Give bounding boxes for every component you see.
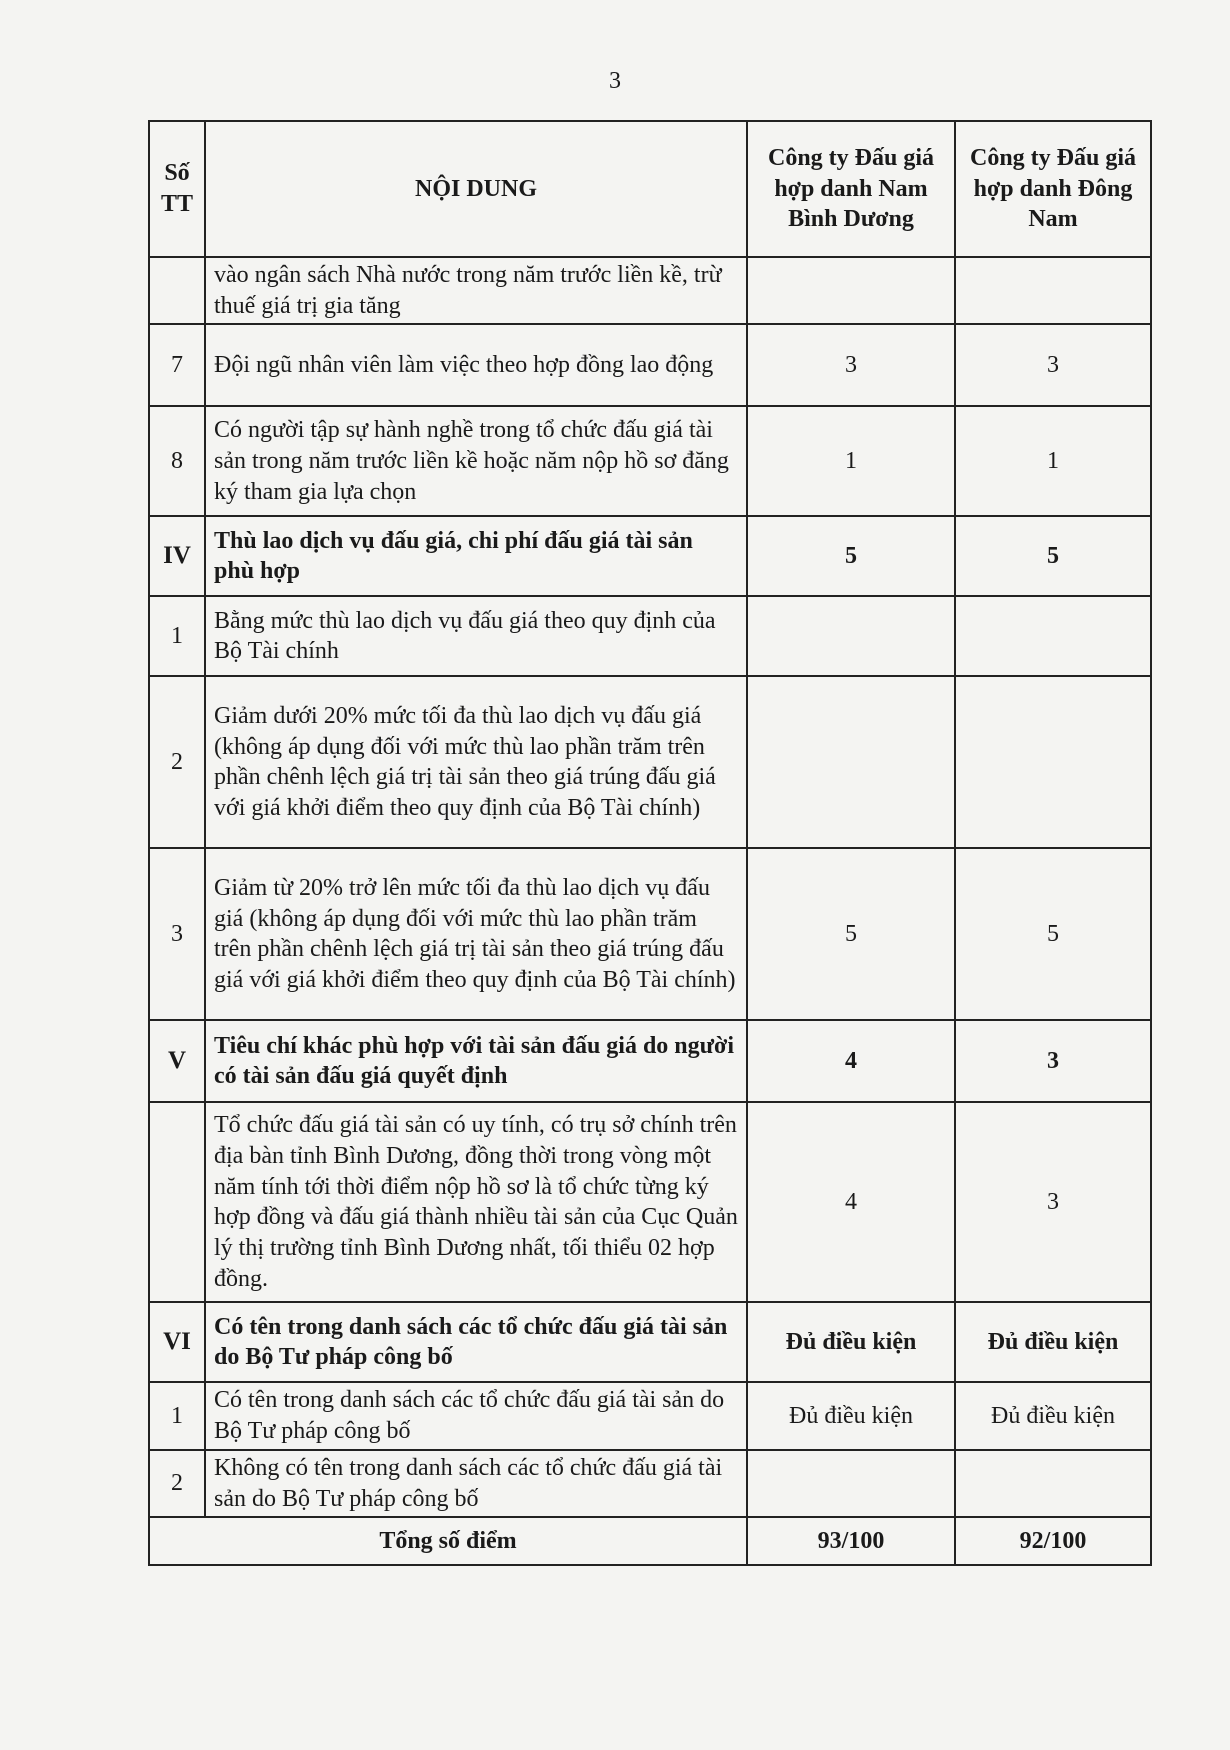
section-company-2-score: 3 (955, 1020, 1151, 1102)
section-row (149, 516, 1151, 596)
row-content: Không có tên trong danh sách các tổ chức đấu giá tài sản do Bộ Tư pháp công bố (205, 1450, 747, 1517)
total-company-1: 93/100 (747, 1517, 955, 1565)
row-content: Đội ngũ nhân viên làm việc theo hợp đồng lao động (205, 324, 747, 406)
row-company-2-score (955, 257, 1151, 324)
table-row (149, 324, 1151, 406)
row-company-1-score: 4 (747, 1102, 955, 1302)
page-number: 3 (609, 68, 621, 94)
row-content: Có người tập sự hành nghề trong tổ chức đấu giá tài sản trong năm trước liền kề hoặc năm nộp hồ sơ đăng ký tham gia lựa chọn (205, 406, 747, 516)
row-content: Giảm từ 20% trở lên mức tối đa thù lao dịch vụ đấu giá (không áp dụng đối với mức thù lao phần trăm trên phần chênh lệch giá trị tài sản theo giá trúng đấu giá với giá khởi điểm theo quy định của Bộ Tài chính) (205, 848, 747, 1020)
row-no: 3 (149, 848, 205, 1020)
row-company-2-score: Đủ điều kiện (955, 1382, 1151, 1449)
header-company-2: Công ty Đấu giá hợp danh Đông Nam (955, 121, 1151, 257)
row-company-2-score (955, 676, 1151, 848)
total-row (149, 1517, 1151, 1565)
row-content: Bằng mức thù lao dịch vụ đấu giá theo quy định của Bộ Tài chính (205, 596, 747, 676)
table-row (149, 1102, 1151, 1302)
row-company-1-score: 3 (747, 324, 955, 406)
total-label: Tổng số điểm (149, 1517, 747, 1565)
section-company-1-score: 4 (747, 1020, 955, 1102)
table-row (149, 257, 1151, 324)
row-content: Giảm dưới 20% mức tối đa thù lao dịch vụ đấu giá (không áp dụng đối với mức thù lao phần trăm trên phần chênh lệch giá trị tài sản theo giá trúng đấu giá với giá khởi điểm theo quy định của Bộ Tài chính) (205, 676, 747, 848)
row-content: Có tên trong danh sách các tổ chức đấu giá tài sản do Bộ Tư pháp công bố (205, 1382, 747, 1449)
section-no: VI (149, 1302, 205, 1382)
section-company-2-score: Đủ điều kiện (955, 1302, 1151, 1382)
header-no: Số TT (149, 121, 205, 257)
section-row (149, 1020, 1151, 1102)
table-row (149, 676, 1151, 848)
scoring-table (148, 120, 1152, 1566)
row-no: 1 (149, 1382, 205, 1449)
row-company-1-score: 1 (747, 406, 955, 516)
row-content: vào ngân sách Nhà nước trong năm trước liền kề, trừ thuế giá trị gia tăng (205, 257, 747, 324)
table-row (149, 1382, 1151, 1449)
table-row (149, 596, 1151, 676)
row-no: 1 (149, 596, 205, 676)
header-company-1: Công ty Đấu giá hợp danh Nam Bình Dương (747, 121, 955, 257)
row-company-1-score (747, 257, 955, 324)
row-no: 8 (149, 406, 205, 516)
row-no: 2 (149, 676, 205, 848)
row-company-1-score: Đủ điều kiện (747, 1382, 955, 1449)
row-no: 2 (149, 1450, 205, 1517)
section-no: IV (149, 516, 205, 596)
table-row (149, 848, 1151, 1020)
table-row (149, 406, 1151, 516)
row-no: 7 (149, 324, 205, 406)
section-no: V (149, 1020, 205, 1102)
header-content: NỘI DUNG (205, 121, 747, 257)
row-company-2-score (955, 596, 1151, 676)
row-company-2-score: 3 (955, 1102, 1151, 1302)
section-row (149, 1302, 1151, 1382)
row-company-1-score (747, 676, 955, 848)
row-no (149, 257, 205, 324)
section-company-2-score: 5 (955, 516, 1151, 596)
section-title: Tiêu chí khác phù hợp với tài sản đấu giá do người có tài sản đấu giá quyết định (205, 1020, 747, 1102)
section-company-1-score: Đủ điều kiện (747, 1302, 955, 1382)
section-company-1-score: 5 (747, 516, 955, 596)
table-header-row (149, 121, 1151, 257)
row-company-2-score: 5 (955, 848, 1151, 1020)
row-company-2-score: 3 (955, 324, 1151, 406)
row-company-2-score: 1 (955, 406, 1151, 516)
total-company-2: 92/100 (955, 1517, 1151, 1565)
row-content: Tổ chức đấu giá tài sản có uy tính, có trụ sở chính trên địa bàn tỉnh Bình Dương, đồng thời trong vòng một năm tính tới thời điểm nộp hồ sơ là tổ chức từng ký hợp đồng và đấu giá thành nhiều tài sản của Cục Quản lý thị trường tỉnh Bình Dương nhất, tối thiểu 02 hợp đồng. (205, 1102, 747, 1302)
row-company-1-score (747, 1450, 955, 1517)
row-company-1-score: 5 (747, 848, 955, 1020)
table-row (149, 1450, 1151, 1517)
row-company-2-score (955, 1450, 1151, 1517)
section-title: Có tên trong danh sách các tổ chức đấu giá tài sản do Bộ Tư pháp công bố (205, 1302, 747, 1382)
row-no (149, 1102, 205, 1302)
section-title: Thù lao dịch vụ đấu giá, chi phí đấu giá tài sản phù hợp (205, 516, 747, 596)
row-company-1-score (747, 596, 955, 676)
